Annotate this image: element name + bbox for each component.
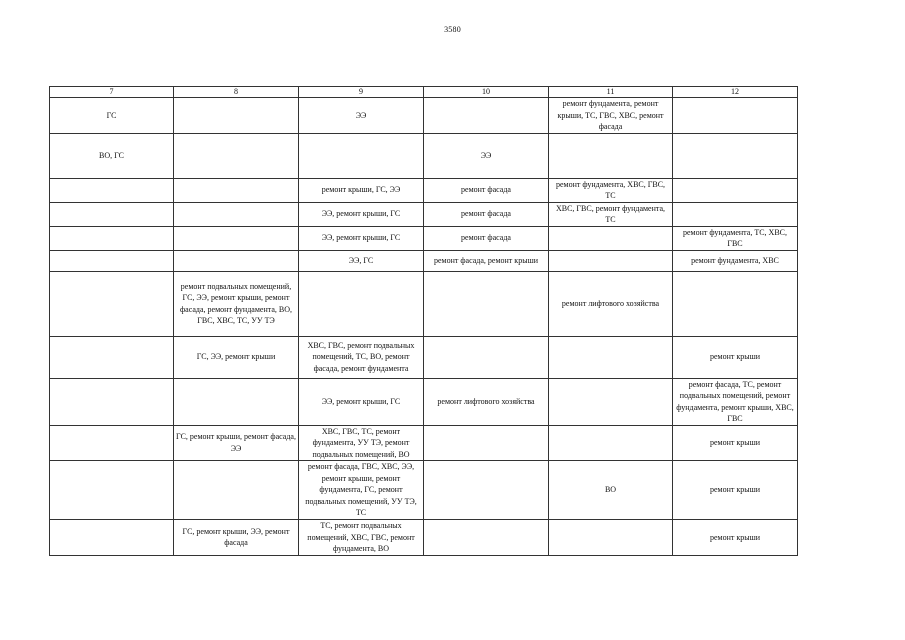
table-cell: ХВС, ГВС, ремонт фундамента, ТС — [549, 202, 673, 226]
table-cell: ремонт фундамента, ТС, ХВС, ГВС — [673, 226, 798, 250]
table-cell — [424, 98, 549, 134]
table-cell — [50, 226, 174, 250]
table-cell — [424, 425, 549, 461]
table-cell — [174, 178, 299, 202]
table-cell — [549, 378, 673, 425]
table-cell — [424, 336, 549, 378]
header-cell: 12 — [673, 87, 798, 98]
table-cell: ТС, ремонт подвальных помещений, ХВС, ГВС, ремонт фундамента, ВО — [299, 520, 424, 556]
table-cell — [50, 425, 174, 461]
table-cell: ремонт крыши — [673, 461, 798, 520]
table-cell — [673, 98, 798, 134]
table-cell — [50, 378, 174, 425]
table-cell — [549, 250, 673, 271]
table-cell — [50, 250, 174, 271]
table-cell: ремонт подвальных помещений, ГС, ЭЭ, ремонт крыши, ремонт фасада, ремонт фундамента, ВО, ГВС, ХВС, ТС, УУ ТЭ — [174, 271, 299, 336]
table-cell — [174, 202, 299, 226]
header-row — [50, 87, 798, 98]
table-cell: ЭЭ, ремонт крыши, ГС — [299, 226, 424, 250]
table-cell: ГС, ремонт крыши, ремонт фасада, ЭЭ — [174, 425, 299, 461]
table-cell: ремонт фасада, ГВС, ХВС, ЭЭ, ремонт крыши, ремонт фундамента, ГС, ремонт подвальных помещений, УУ ТЭ, ТС — [299, 461, 424, 520]
table-cell: ВО, ГС — [50, 133, 174, 178]
header-cell: 8 — [174, 87, 299, 98]
table-row — [50, 461, 798, 520]
table-cell — [549, 133, 673, 178]
table-cell: ЭЭ, ГС — [299, 250, 424, 271]
table-cell: ремонт фасада — [424, 202, 549, 226]
table-cell: ЭЭ, ремонт крыши, ГС — [299, 202, 424, 226]
table-cell: ремонт крыши, ГС, ЭЭ — [299, 178, 424, 202]
table-cell: ремонт лифтового хозяйства — [549, 271, 673, 336]
table-cell: ремонт фасада — [424, 226, 549, 250]
table-cell: ремонт фасада — [424, 178, 549, 202]
table-cell — [174, 250, 299, 271]
table-cell: ремонт фундамента, ремонт крыши, ТС, ГВС, ХВС, ремонт фасада — [549, 98, 673, 134]
table-cell: ХВС, ГВС, ТС, ремонт фундамента, УУ ТЭ, ремонт подвальных помещений, ВО — [299, 425, 424, 461]
table-cell — [174, 226, 299, 250]
table-row — [50, 520, 798, 556]
table-cell: ГС, ЭЭ, ремонт крыши — [174, 336, 299, 378]
table-row — [50, 378, 798, 425]
table-cell — [673, 133, 798, 178]
table-cell — [50, 271, 174, 336]
table-cell — [50, 202, 174, 226]
table-cell: ГС, ремонт крыши, ЭЭ, ремонт фасада — [174, 520, 299, 556]
table-cell: ремонт фундамента, ХВС, ГВС, ТС — [549, 178, 673, 202]
table-cell: ремонт лифтового хозяйства — [424, 378, 549, 425]
table-cell — [50, 461, 174, 520]
table-row — [50, 178, 798, 202]
table-cell — [174, 98, 299, 134]
table-row — [50, 250, 798, 271]
table-cell — [424, 461, 549, 520]
table-cell — [174, 378, 299, 425]
table-cell — [50, 520, 174, 556]
table-row — [50, 226, 798, 250]
table-cell: ремонт фундамента, ХВС — [673, 250, 798, 271]
table-cell — [673, 271, 798, 336]
table-cell: ремонт крыши — [673, 520, 798, 556]
header-cell: 9 — [299, 87, 424, 98]
table-cell: ремонт фасада, ТС, ремонт подвальных помещений, ремонт фундамента, ремонт крыши, ХВС, ГВС — [673, 378, 798, 425]
table-cell — [50, 336, 174, 378]
table-cell — [673, 178, 798, 202]
table-cell — [299, 133, 424, 178]
table-row — [50, 133, 798, 178]
table-cell: ГС — [50, 98, 174, 134]
table-cell — [549, 425, 673, 461]
header-cell: 11 — [549, 87, 673, 98]
table-cell: ремонт крыши — [673, 336, 798, 378]
table-cell — [424, 520, 549, 556]
table-row — [50, 98, 798, 134]
table-cell: ЭЭ, ремонт крыши, ГС — [299, 378, 424, 425]
data-table — [49, 86, 798, 556]
table-cell — [50, 178, 174, 202]
table-cell — [299, 271, 424, 336]
table-cell — [549, 520, 673, 556]
table-cell: ЭЭ — [424, 133, 549, 178]
header-cell: 7 — [50, 87, 174, 98]
page-number: 3580 — [444, 25, 461, 34]
table-cell — [673, 202, 798, 226]
table-cell — [174, 461, 299, 520]
table-header — [50, 87, 798, 98]
table-cell: ремонт крыши — [673, 425, 798, 461]
table-row — [50, 271, 798, 336]
table-body — [50, 98, 798, 556]
table-cell — [174, 133, 299, 178]
header-cell: 10 — [424, 87, 549, 98]
table-cell: ремонт фасада, ремонт крыши — [424, 250, 549, 271]
table-cell — [424, 271, 549, 336]
table-row — [50, 425, 798, 461]
table-cell — [549, 336, 673, 378]
table-row — [50, 336, 798, 378]
table-cell — [549, 226, 673, 250]
table-row — [50, 202, 798, 226]
table-cell: ХВС, ГВС, ремонт подвальных помещений, ТС, ВО, ремонт фасада, ремонт фундамента — [299, 336, 424, 378]
table-cell: ВО — [549, 461, 673, 520]
table-cell: ЭЭ — [299, 98, 424, 134]
